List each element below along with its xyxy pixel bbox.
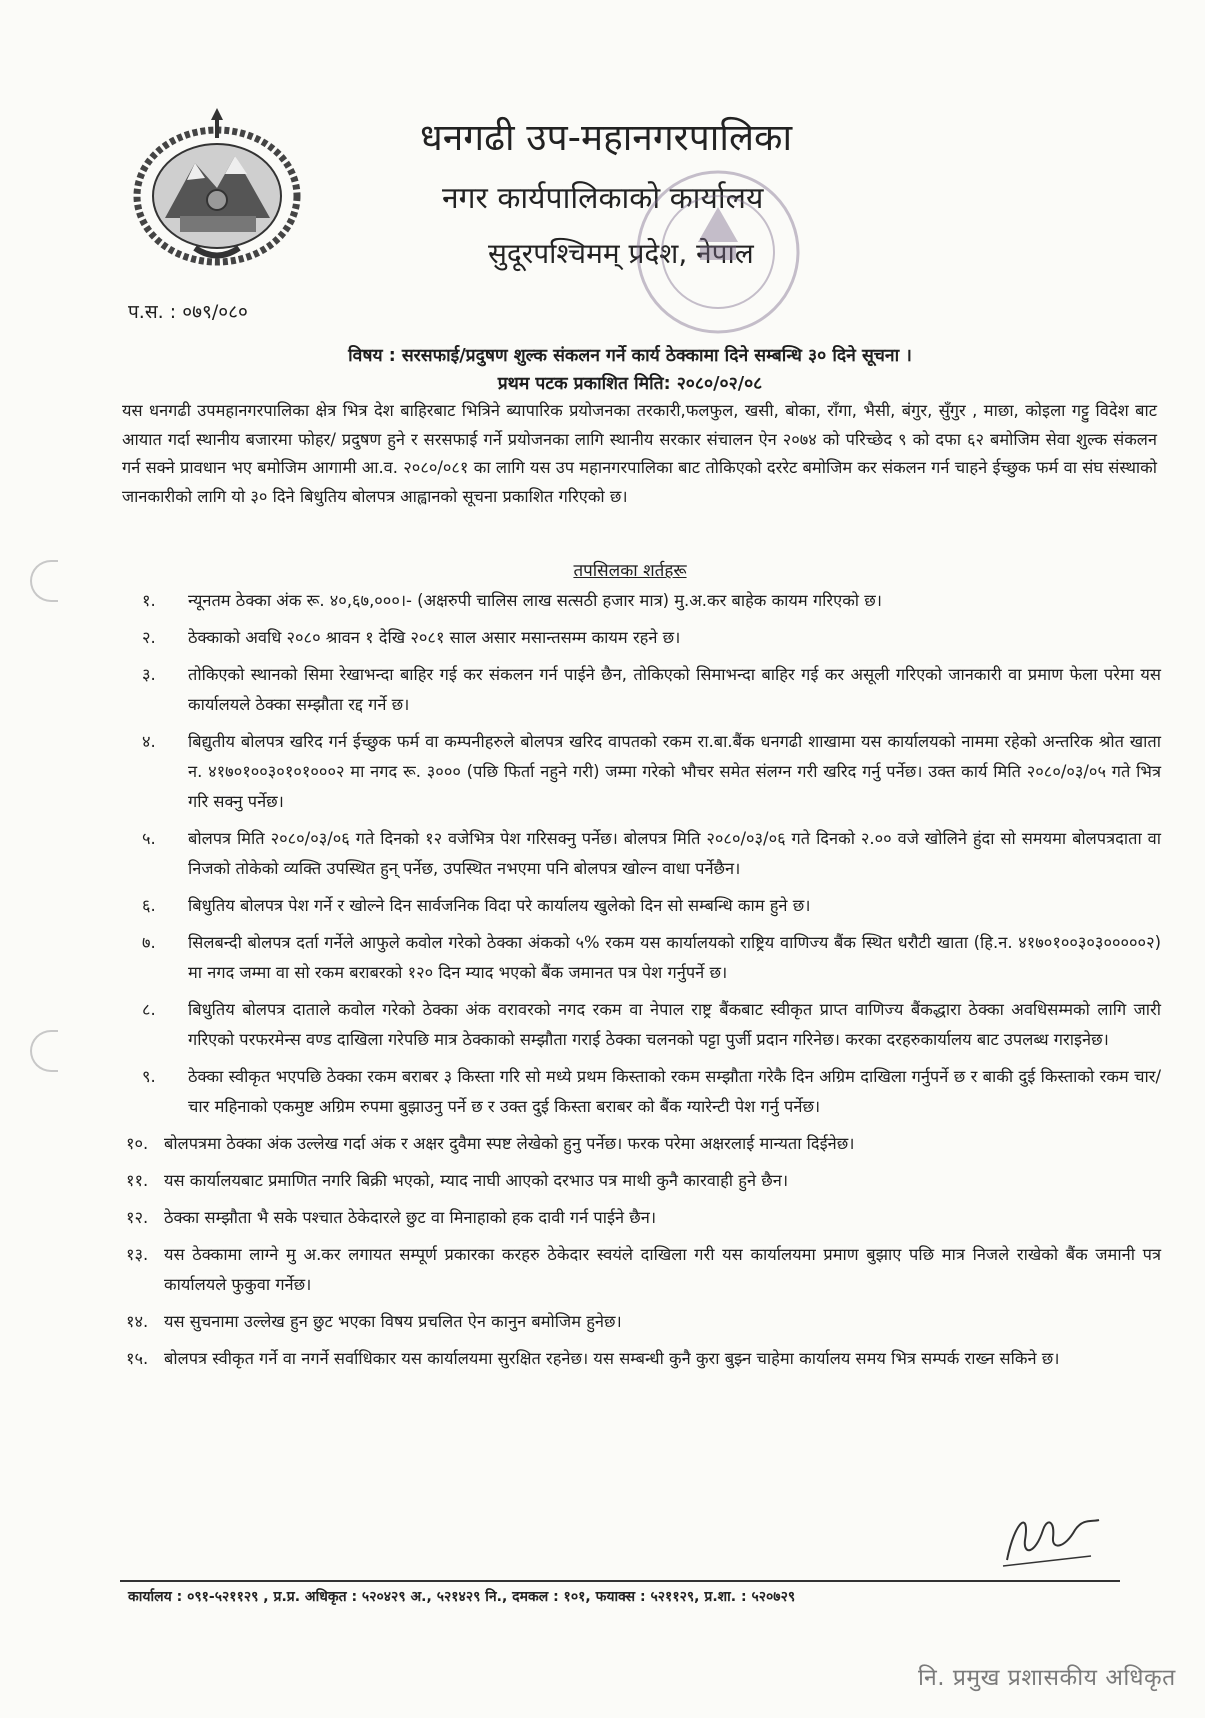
- punch-hole: [30, 560, 58, 602]
- condition-text: ठेक्का सम्झौता भै सके पश्चात ठेकेदारले छुट वा मिनाहाको हक दावी गर्न पाईने छैन।: [164, 1208, 657, 1227]
- condition-text: बिधुतिय बोलपत्र पेश गर्ने र खोल्ने दिन सार्वजनिक विदा परे कार्यालय खुलेको दिन सो सम्बन्धि काम हुने छ।: [188, 896, 811, 915]
- reference-number: प.स. : ०७९/०८०: [128, 301, 248, 323]
- municipality-title: धनगढी उप-महानगरपालिका: [420, 116, 793, 159]
- condition-number: १.: [142, 591, 156, 610]
- condition-item: [126, 891, 1161, 921]
- condition-text: ठेक्काको अवधि २०८० श्रावन १ देखि २०८१ साल असार मसान्तसम्म कायम रहने छ।: [188, 628, 681, 647]
- condition-item: [126, 586, 1161, 616]
- condition-text: ठेक्का स्वीकृत भएपछि ठेक्का रकम बराबर ३ किस्ता गरि सो मध्ये प्रथम किस्ताको रकम सम्झौता गरेकै दिन अग्रिम दाखिला गर्नुपर्ने छ र बाकी दुई किस्ताको रकम चार/चार महिनाको एकमुष्ट अग्रिम रुपमा बुझाउनु पर्ने छ र उक्त दुई किस्ता बराबर को बैंक ग्यारेन्टी पेश गर्नु पर्नेछ।: [188, 1067, 1161, 1116]
- condition-number: ९.: [142, 1067, 156, 1086]
- handwritten-signature: [995, 1500, 1105, 1575]
- intro-paragraph: यस धनगढी उपमहानगरपालिका क्षेत्र भित्र देश बाहिरबाट भित्रिने ब्यापारिक प्रयोजनका तरकारी,फलफुल, खसी, बोका, राँगा, भैसी, बंगुर, सुँगुर , माछा, कोइला गट्टु विदेश बाट आयात गर्दा स्थानीय बजारमा फोहर/ प्रदुषण हुने र सरसफाई गर्ने प्रयोजनका लागि स्थानीय सरकार संचालन ऐन २०७४ को परिच्छेद ९ को दफा ६२ बमोजिम सेवा शुल्क संकलन गर्न सक्ने प्रावधान भए बमोजिम आगामी आ.व. २०८०/०८१ का लागि यस उप महानगरपालिका बाट तोकिएको दररेट बमोजिम कर संकलन गर्न चाहने ईच्छुक फर्म वा संघ संस्थाको जानकारीको लागि यो ३० दिने बिधुतिय बोलपत्र आह्वानको सूचना प्रकाशित गरिएको छ।: [122, 401, 1157, 506]
- office-seal-stamp: [628, 162, 808, 342]
- notice-subject: विषय : सरसफाई/प्रदुषण शुल्क संकलन गर्ने कार्य ठेक्कामा दिने सम्बन्धि ३० दिने सूचना ।: [348, 346, 912, 366]
- condition-number: १२.: [126, 1208, 149, 1227]
- officer-stamp: नि. प्रमुख प्रशासकीय अधिकृत: [918, 1665, 1176, 1691]
- condition-text: बोलपत्र मिति २०८०/०३/०६ गते दिनको १२ वजेभित्र पेश गरिसक्नु पर्नेछ। बोलपत्र मिति २०८०/०३/०६ गते दिनको २.०० वजे खोलिने हुंदा सो समयमा बोलपत्रदाता वा निजको तोकेको व्यक्ति उपस्थित हुन् पर्नेछ, उपस्थित नभएमा पनि बोलपत्र खोल्न वाधा पर्नेछैन।: [188, 829, 1161, 878]
- condition-text: तोकिएको स्थानको सिमा रेखाभन्दा बाहिर गई कर संकलन गर्न पाईने छैन, तोकिएको सिमाभन्दा बाहिर गई कर असूली गरिएको जानकारी वा प्रमाण फेला परेमा यस कार्यालयले ठेक्का सम्झौता रद्द गर्ने छ।: [188, 665, 1161, 714]
- condition-number: ६.: [142, 896, 156, 915]
- condition-item: [126, 660, 1161, 720]
- condition-number: १०.: [126, 1134, 149, 1153]
- condition-item: [126, 1344, 1161, 1374]
- condition-item: [126, 1129, 1161, 1159]
- condition-number: ५.: [142, 829, 156, 848]
- condition-text: यस कार्यालयबाट प्रमाणित नगरि बिक्री भएको, म्याद नाघी आएको दरभाउ पत्र माथी कुनै कारवाही हुने छैन।: [164, 1171, 789, 1190]
- condition-item: [126, 1166, 1161, 1196]
- conditions-heading: तपसिलका शर्तहरू: [573, 561, 687, 581]
- condition-number: २.: [142, 628, 156, 647]
- condition-item: [126, 1062, 1161, 1122]
- province-name: सुदूरपश्चिमम् प्रदेश, नेपाल: [488, 237, 754, 270]
- punch-hole: [30, 1030, 58, 1072]
- condition-number: ३.: [142, 665, 156, 684]
- condition-number: १५.: [126, 1349, 149, 1368]
- condition-item: [126, 1307, 1161, 1337]
- condition-item: [126, 995, 1161, 1055]
- contact-footer: कार्यालय : ०९१-५२११२९ , प्र.प्र. अधिकृत : ५२०४२९ अ., ५२१४२९ नि., दमकल : १०१, फयाक्स : ५२११२९, प्र.शा. : ५२०७२९: [128, 1589, 796, 1605]
- condition-text: बोलपत्रमा ठेक्का अंक उल्लेख गर्दा अंक र अक्षर दुवैमा स्पष्ट लेखेको हुनु पर्नेछ। फरक परेमा अक्षरलाई मान्यता दिईनेछ।: [164, 1134, 855, 1153]
- condition-text: सिलबन्दी बोलपत्र दर्ता गर्नेले आफुले कवोल गरेको ठेक्का अंकको ५% रकम यस कार्यालयको राष्ट्रिय वाणिज्य बैंक स्थित धरौटी खाता (हि.न. ४१७०१००३०३०००००२) मा नगद जम्मा वा सो रकम बराबरको १२० दिन म्याद भएको बैंक जमानत पत्र पेश गर्नुपर्ने छ।: [188, 933, 1161, 982]
- conditions-list: [126, 586, 1161, 1381]
- condition-number: १४.: [126, 1312, 149, 1331]
- condition-text: न्यूनतम ठेक्का अंक रू. ४०,६७,०००।- (अक्षरुपी चालिस लाख सत्सठी हजार मात्र) मु.अ.कर बाहेक कायम गरिएको छ।: [188, 591, 882, 610]
- condition-number: ११.: [126, 1171, 149, 1190]
- condition-item: [126, 1240, 1161, 1300]
- condition-item: [126, 824, 1161, 884]
- condition-number: ४.: [142, 732, 156, 751]
- condition-item: [126, 928, 1161, 988]
- condition-text: बोलपत्र स्वीकृत गर्ने वा नगर्ने सर्वाधिकार यस कार्यालयमा सुरक्षित रहनेछ। यस सम्बन्धी कुनै कुरा बुझ्न चाहेमा कार्यालय समय भित्र सम्पर्क राख्न सकिने छ।: [164, 1349, 1060, 1368]
- footer-divider: [120, 1580, 1120, 1582]
- office-name: नगर कार्यपालिकाको कार्यालय: [442, 181, 764, 216]
- condition-text: यस ठेक्कामा लाग्ने मु अ.कर लगायत सम्पूर्ण प्रकारका करहरु ठेकेदार स्वयंले दाखिला गरी यस कार्यालयमा प्रमाण बुझाए पछि मात्र निजले राखेको बैंक जमानी पत्र कार्यालयले फुकुवा गर्नेछ।: [164, 1245, 1161, 1294]
- condition-text: बिद्युतीय बोलपत्र खरिद गर्न ईच्छुक फर्म वा कम्पनीहरुले बोलपत्र खरिद वापतको रकम रा.बा.बैंक धनगढी शाखामा यस कार्यालयको नाममा रहेको अन्तरिक श्रोत खाता न. ४१७०१००३०१०१०००२ मा नगद रू. ३००० (पछि फिर्ता नहुने गरी) जम्मा गरेको भौचर समेत संलग्न गरी खरिद गर्नु पर्नेछ। उक्त कार्य मिति २०८०/०३/०५ गते भित्र गरि सक्नु पर्नेछ।: [188, 732, 1161, 811]
- first-publish-date: प्रथम पटक प्रकाशित मिति: २०८०/०२/०८: [497, 374, 763, 394]
- condition-number: १३.: [126, 1245, 149, 1264]
- condition-item: [126, 623, 1161, 653]
- condition-number: ७.: [142, 933, 156, 952]
- condition-text: बिधुतिय बोलपत्र दाताले कवोल गरेको ठेक्का अंक वरावरको नगद रकम वा नेपाल राष्ट्र बैंकबाट स्वीकृत प्राप्त वाणिज्य बैंकद्धारा ठेक्का अवधिसम्मको लागि जारी गरिएको परफरमेन्स वण्ड दाखिला गरेपछि मात्र ठेक्काको सम्झौता गराई ठेक्का चलनको पट्टा पुर्जी प्रदान गरिनेछ। करका दरहरुकार्यालय बाट उपलब्ध गराइनेछ।: [188, 1000, 1161, 1049]
- condition-number: ८.: [142, 1000, 156, 1019]
- nepal-emblem-logo: [125, 108, 310, 268]
- condition-item: [126, 1203, 1161, 1233]
- condition-item: [126, 727, 1161, 817]
- condition-text: यस सुचनामा उल्लेख हुन छुट भएका विषय प्रचलित ऐन कानुन बमोजिम हुनेछ।: [164, 1312, 622, 1331]
